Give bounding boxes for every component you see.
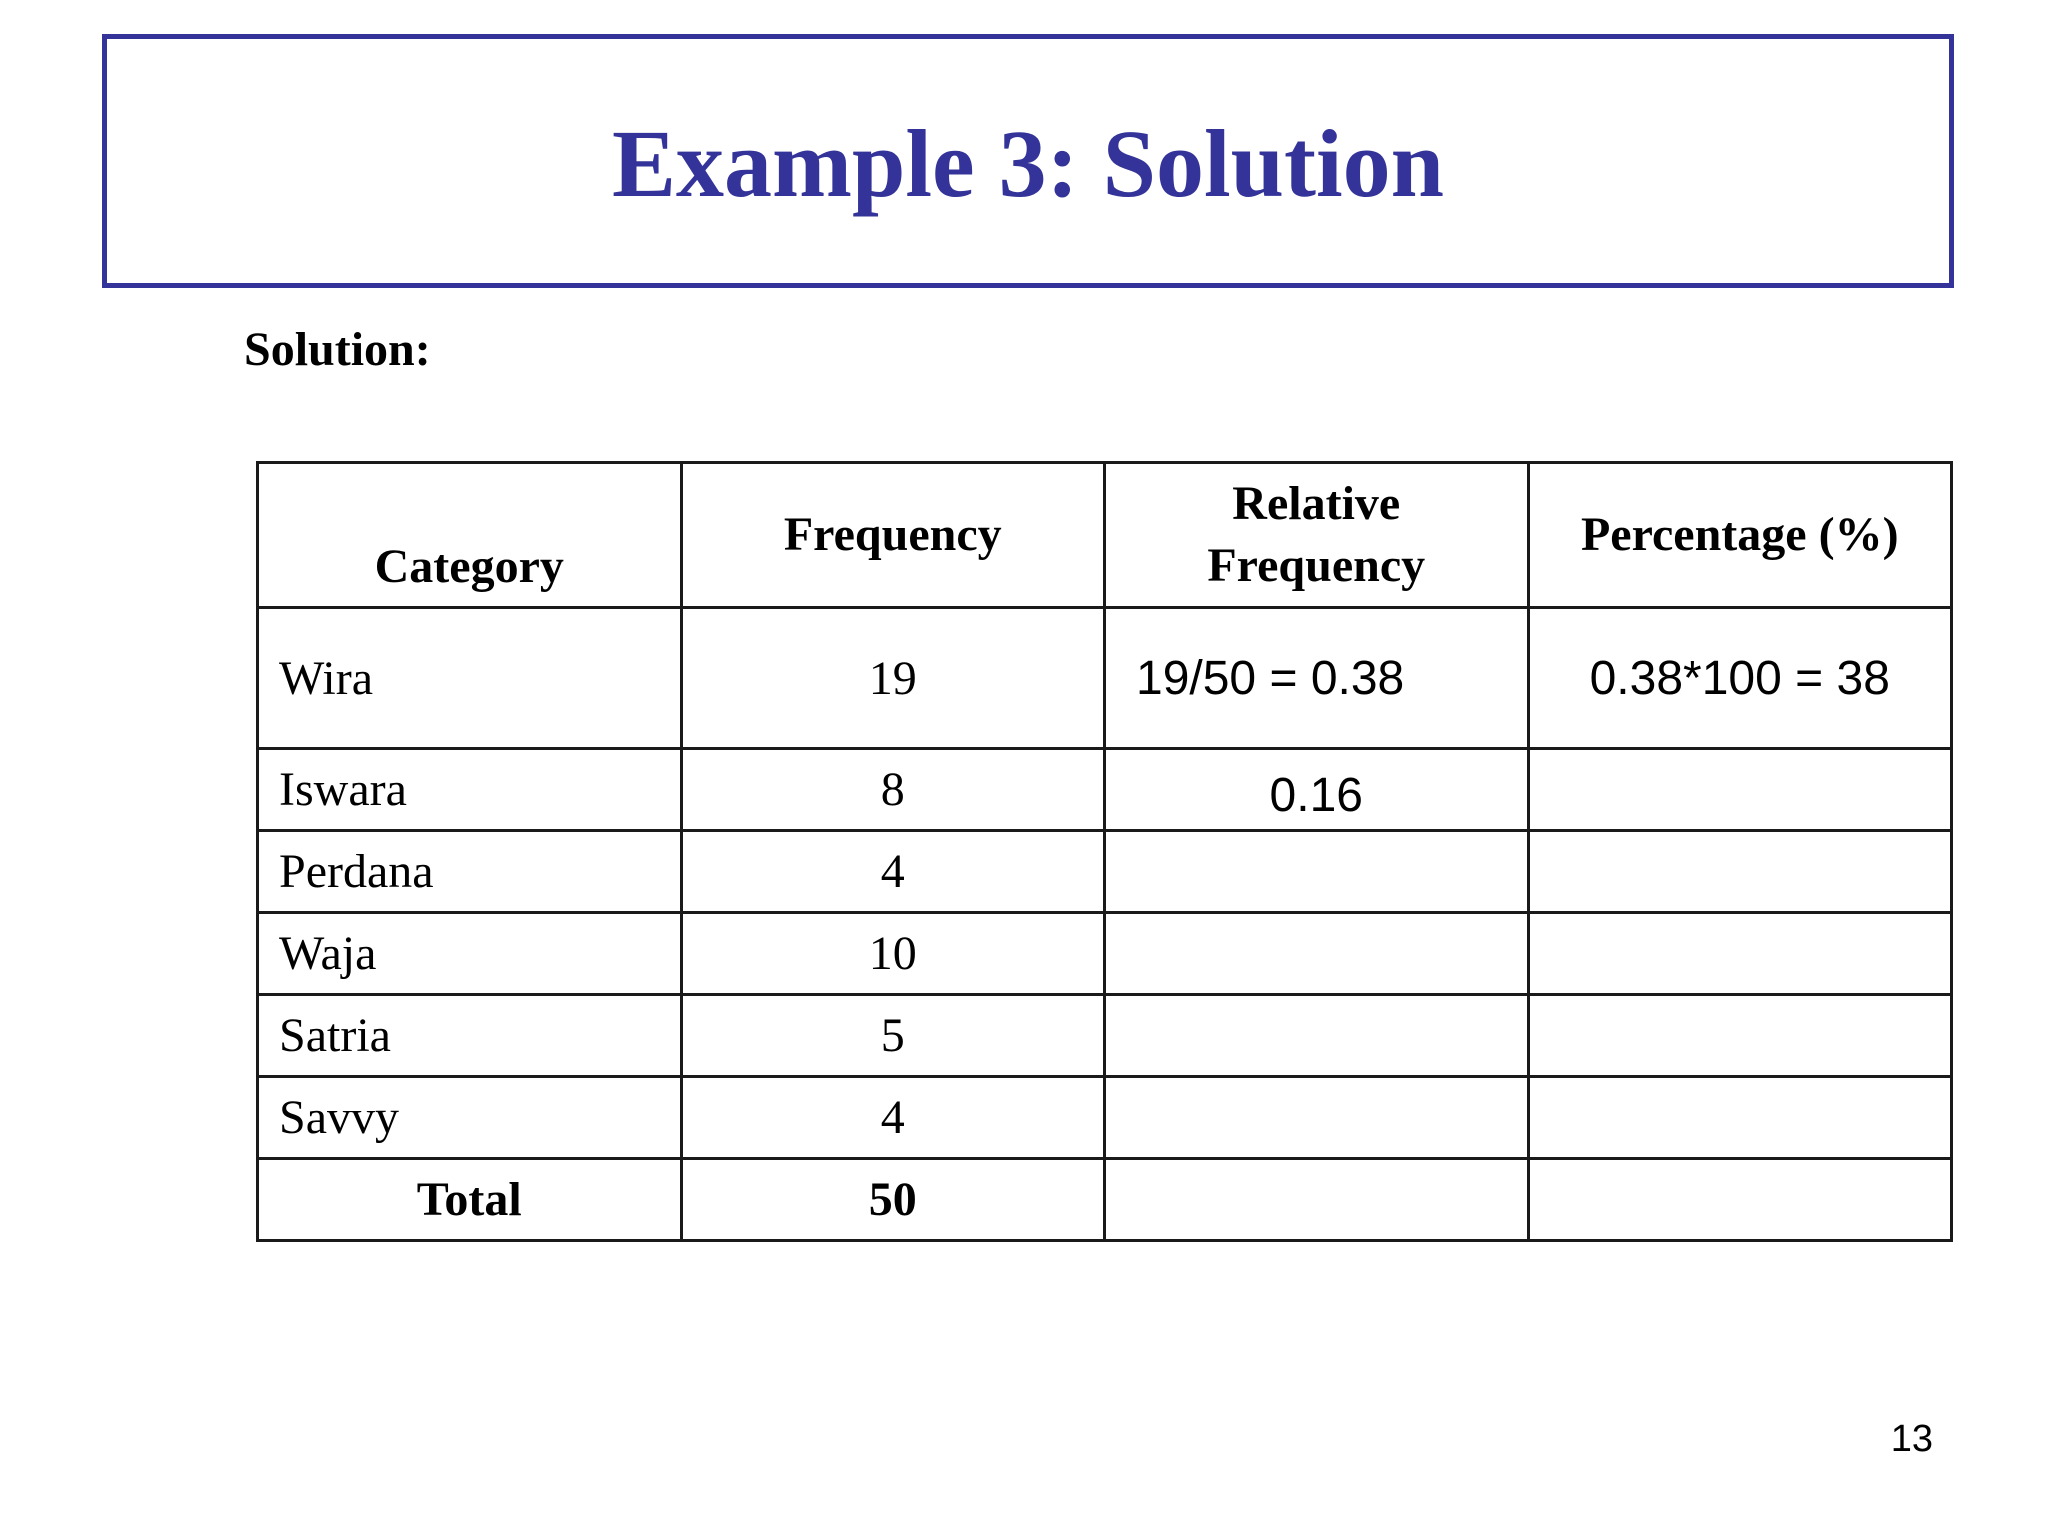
cell-frequency: 4 bbox=[681, 831, 1105, 913]
cell-percentage bbox=[1528, 913, 1952, 995]
cell-percentage bbox=[1528, 831, 1952, 913]
frequency-table bbox=[256, 461, 1953, 1242]
cell-frequency: 5 bbox=[681, 995, 1105, 1077]
table-row bbox=[258, 913, 1952, 995]
cell-category: Satria bbox=[258, 995, 682, 1077]
cell-relative-frequency: 19/50 = 0.38 bbox=[1105, 608, 1529, 749]
cell-frequency: 4 bbox=[681, 1077, 1105, 1159]
table-row bbox=[258, 831, 1952, 913]
table-row bbox=[258, 1077, 1952, 1159]
cell-category: Waja bbox=[258, 913, 682, 995]
cell-frequency: 19 bbox=[681, 608, 1105, 749]
table-header-row bbox=[258, 463, 1952, 608]
cell-total-relative-frequency bbox=[1105, 1159, 1529, 1241]
cell-category: Wira bbox=[258, 608, 682, 749]
title-box bbox=[102, 34, 1954, 288]
cell-category: Perdana bbox=[258, 831, 682, 913]
header-relative-frequency bbox=[1105, 463, 1529, 608]
cell-percentage bbox=[1528, 1077, 1952, 1159]
cell-total-percentage bbox=[1528, 1159, 1952, 1241]
cell-relative-frequency bbox=[1105, 913, 1529, 995]
cell-relative-frequency bbox=[1105, 831, 1529, 913]
cell-percentage bbox=[1528, 995, 1952, 1077]
page-number: 13 bbox=[1890, 1418, 1933, 1460]
solution-label: Solution: bbox=[244, 323, 431, 376]
header-frequency: Frequency bbox=[681, 463, 1105, 608]
cell-percentage: 0.38*100 = 38 bbox=[1528, 608, 1952, 749]
header-percentage: Percentage (%) bbox=[1528, 463, 1952, 608]
cell-total-frequency: 50 bbox=[681, 1159, 1105, 1241]
cell-relative-frequency bbox=[1105, 1077, 1529, 1159]
cell-category: Iswara bbox=[258, 749, 682, 831]
cell-frequency: 10 bbox=[681, 913, 1105, 995]
header-relative-frequency-line1: Relative bbox=[1232, 477, 1401, 530]
table-row bbox=[258, 608, 1952, 749]
cell-relative-frequency bbox=[1105, 995, 1529, 1077]
header-category: Category bbox=[258, 463, 682, 608]
table-row bbox=[258, 749, 1952, 831]
cell-percentage bbox=[1528, 749, 1952, 831]
table-total-row bbox=[258, 1159, 1952, 1241]
header-relative-frequency-line2: Frequency bbox=[1207, 539, 1426, 592]
table-row bbox=[258, 995, 1952, 1077]
cell-category: Savvy bbox=[258, 1077, 682, 1159]
slide-title: Example 3: Solution bbox=[611, 110, 1445, 217]
cell-frequency: 8 bbox=[681, 749, 1105, 831]
cell-total-label: Total bbox=[258, 1159, 682, 1241]
cell-relative-frequency: 0.16 bbox=[1105, 749, 1529, 831]
